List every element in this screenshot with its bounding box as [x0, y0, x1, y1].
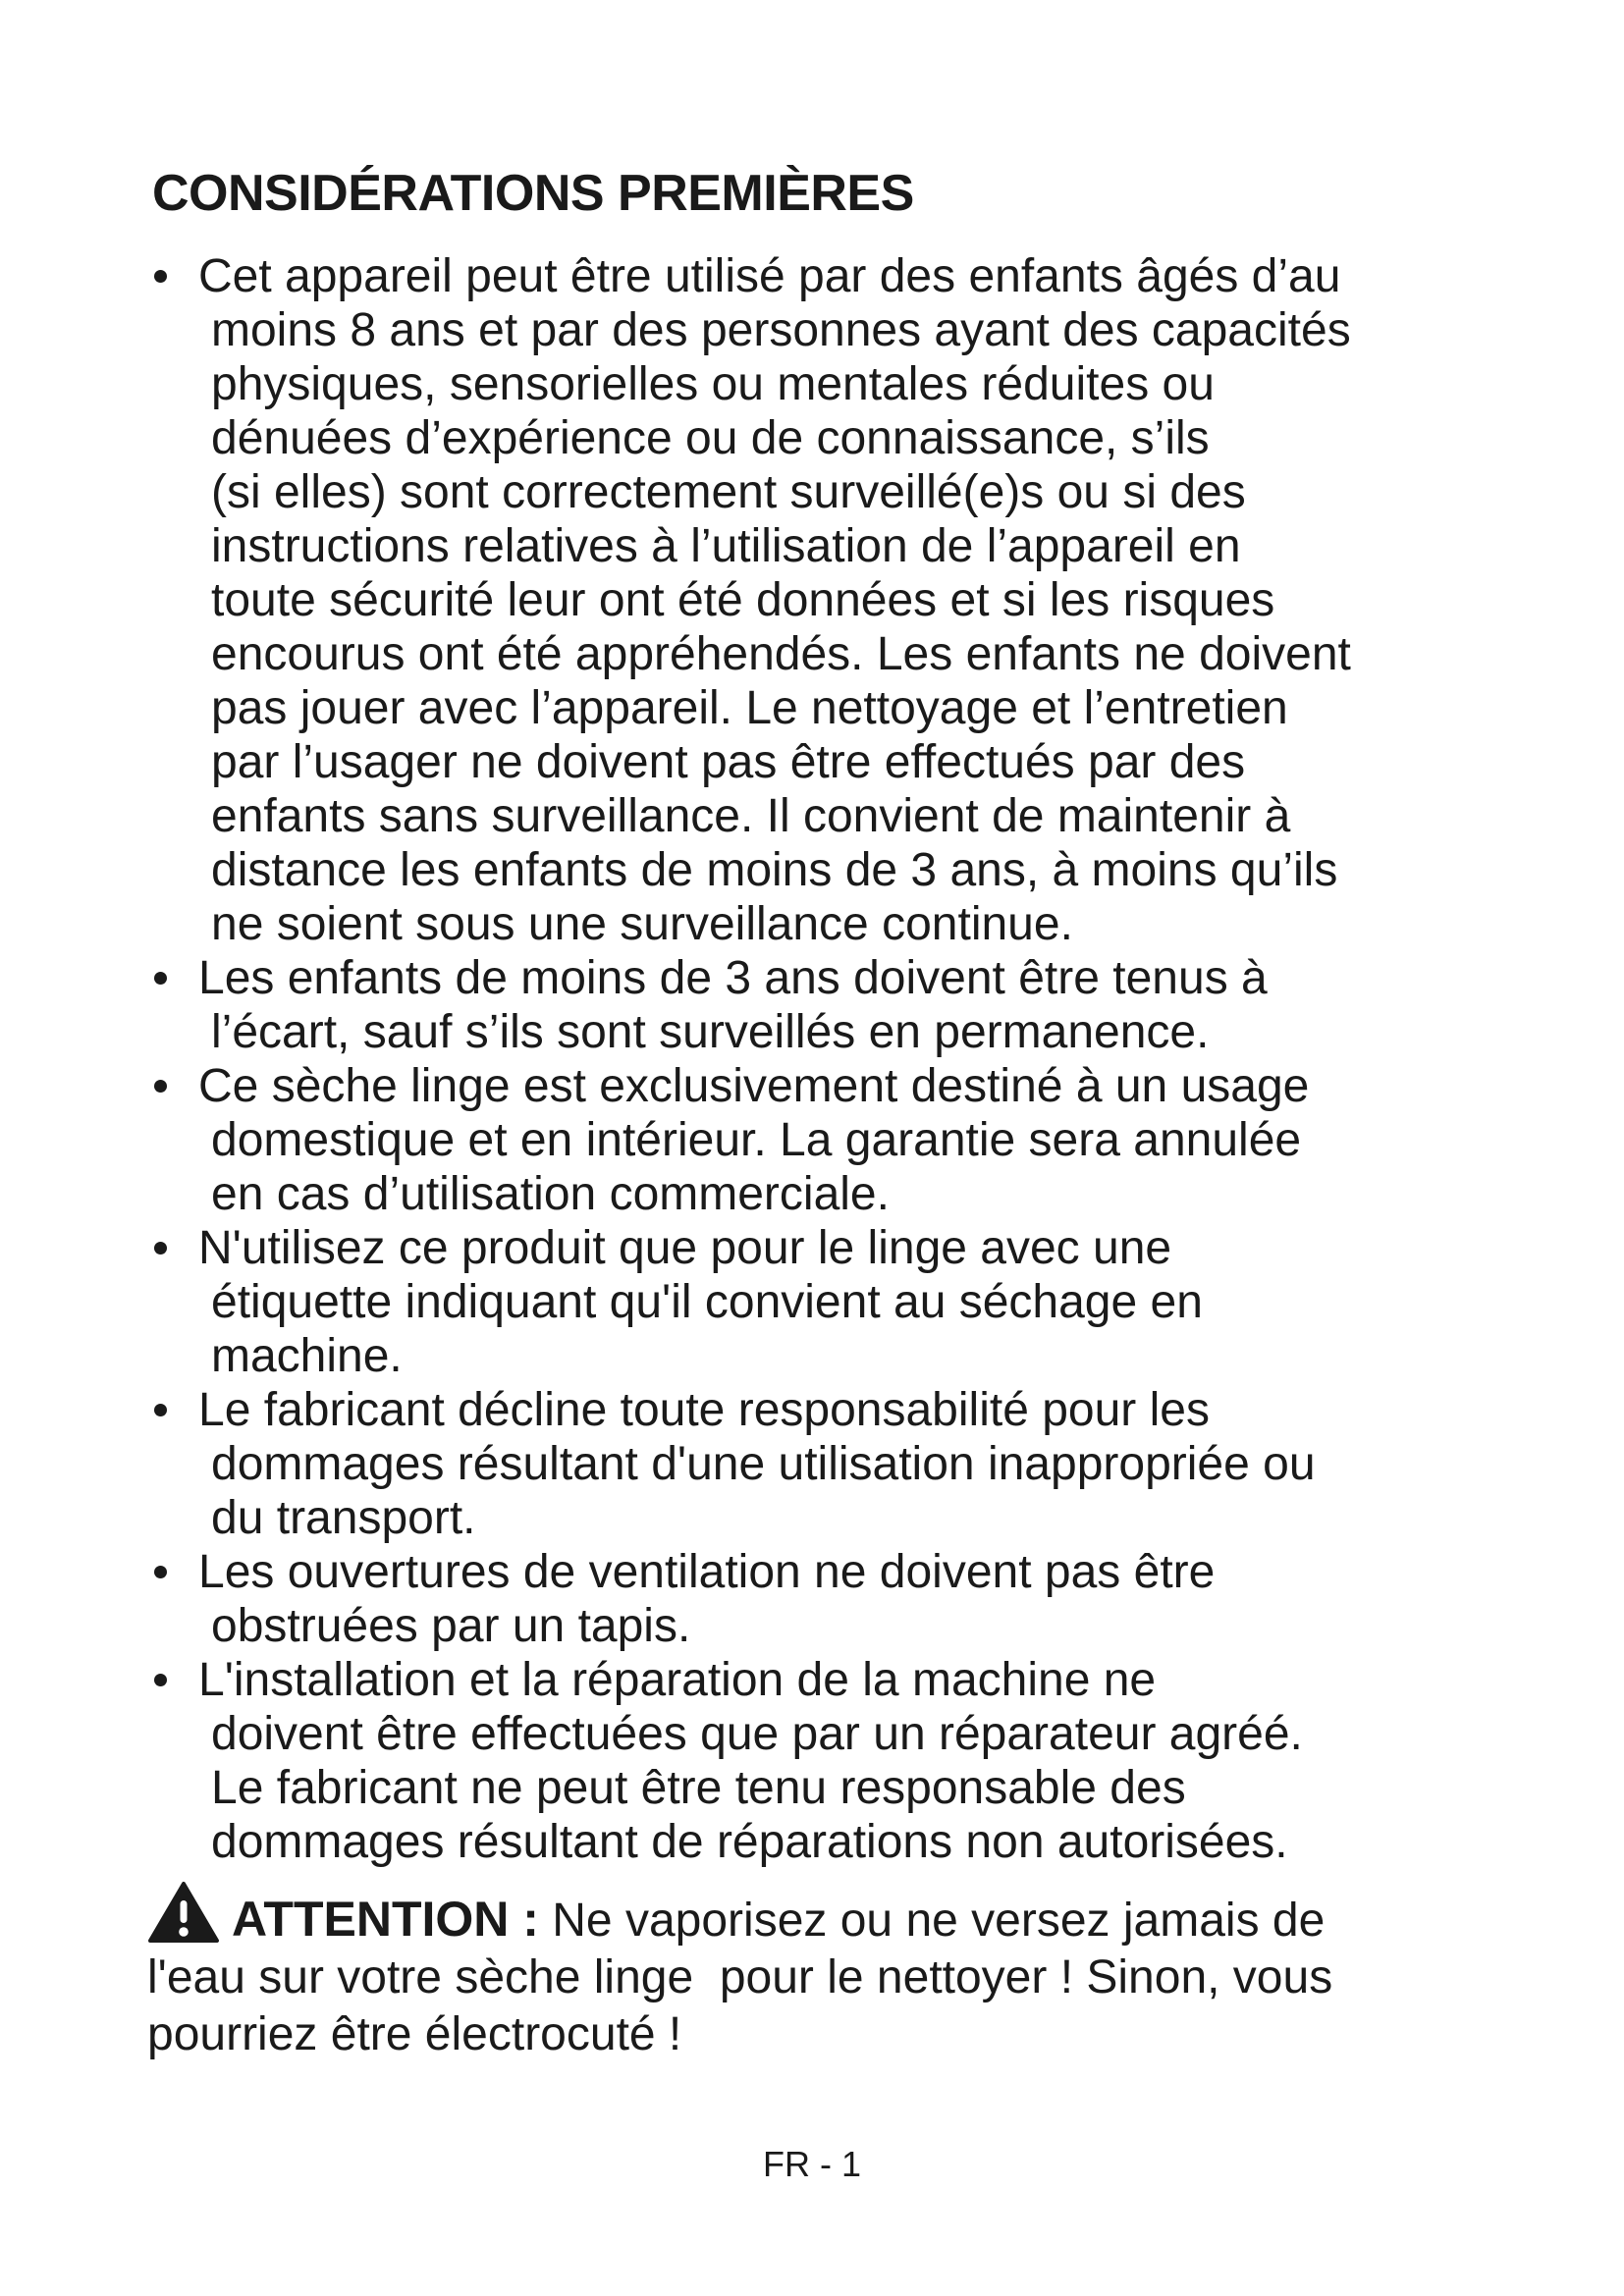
bullet-line: toute sécurité leur ont été données et si les risques: [211, 574, 1275, 626]
bullet-line: physiques, sensorielles ou mentales réduites ou: [211, 358, 1215, 410]
bullet-line: domestique et en intérieur. La garantie sera annulée: [211, 1114, 1302, 1166]
warning-line: l'eau sur votre sèche linge pour le nettoyer ! Sinon, vous: [147, 1951, 1333, 2003]
bullet-item: [198, 1545, 1624, 1653]
bullet-icon: [154, 1080, 167, 1093]
bullet-icon: [154, 270, 167, 283]
bullet-line: obstruées par un tapis.: [211, 1600, 691, 1652]
bullet-line: (si elles) sont correctement surveillé(e)s ou si des: [211, 466, 1246, 518]
bullet-line: machine.: [211, 1330, 403, 1382]
warning-line: [147, 1881, 1624, 1949]
bullet-line: doivent être effectuées que par un réparateur agréé.: [211, 1708, 1303, 1760]
bullet-line: enfants sans surveillance. Il convient de maintenir à: [211, 790, 1291, 842]
page-number: FR - 1: [762, 2144, 861, 2184]
bullet-line: l’écart, sauf s’ils sont surveillés en permanence.: [211, 1006, 1210, 1058]
warning-line: pourriez être électrocuté !: [147, 2008, 682, 2060]
warning-label: ATTENTION :: [232, 1892, 539, 1947]
bullet-line: N'utilisez ce produit que pour le linge avec une: [198, 1222, 1172, 1274]
bullet-line: L'installation et la réparation de la machine ne: [198, 1654, 1157, 1706]
bullet-line: Cet appareil peut être utilisé par des enfants âgés d’au: [198, 250, 1341, 302]
bullet-line: Ce sèche linge est exclusivement destiné à un usage: [198, 1060, 1310, 1112]
bullet-item: [198, 1383, 1624, 1545]
bullet-line: Le fabricant ne peut être tenu responsable des: [211, 1762, 1186, 1814]
bullet-icon: [154, 1566, 167, 1578]
bullet-line: Les enfants de moins de 3 ans doivent être tenus à: [198, 952, 1268, 1004]
bullet-line: dommages résultant d'une utilisation inappropriée ou: [211, 1438, 1316, 1490]
bullet-line: en cas d’utilisation commerciale.: [211, 1168, 890, 1220]
warning-text: Ne vaporisez ou ne versez jamais de: [538, 1895, 1326, 1947]
bullet-list: [0, 249, 1624, 1869]
page-title: CONSIDÉRATIONS PREMIÈRES: [152, 165, 914, 222]
bullet-line: instructions relatives à l’utilisation de l’appareil en: [211, 520, 1241, 572]
bullet-line: pas jouer avec l’appareil. Le nettoyage et l’entretien: [211, 682, 1288, 734]
bullet-line: du transport.: [211, 1492, 476, 1544]
bullet-line: Le fabricant décline toute responsabilité pour les: [198, 1384, 1210, 1436]
bullet-line: dénuées d’expérience ou de connaissance, s’ils: [211, 412, 1210, 464]
warning-paragraph: [147, 1881, 1624, 2063]
bullet-line: Les ouvertures de ventilation ne doivent pas être: [198, 1546, 1216, 1598]
bullet-line: étiquette indiquant qu'il convient au séchage en: [211, 1276, 1203, 1328]
bullet-line: moins 8 ans et par des personnes ayant des capacités: [211, 304, 1351, 356]
bullet-icon: [154, 1242, 167, 1255]
bullet-line: par l’usager ne doivent pas être effectués par des: [211, 736, 1246, 788]
bullet-item: [198, 1653, 1624, 1869]
warning-triangle-icon: [147, 1881, 220, 1944]
bullet-line: dommages résultant de réparations non autorisées.: [211, 1816, 1288, 1868]
bullet-item: [198, 249, 1624, 951]
bullet-line: distance les enfants de moins de 3 ans, à moins qu’ils: [211, 844, 1338, 896]
bullet-item: [198, 1221, 1624, 1383]
bullet-item: [198, 1059, 1624, 1221]
bullet-line: ne soient sous une surveillance continue.: [211, 898, 1073, 950]
bullet-icon: [154, 972, 167, 985]
bullet-line: encourus ont été appréhendés. Les enfants ne doivent: [211, 628, 1351, 680]
bullet-icon: [154, 1674, 167, 1686]
bullet-item: [198, 951, 1624, 1059]
bullet-icon: [154, 1404, 167, 1416]
